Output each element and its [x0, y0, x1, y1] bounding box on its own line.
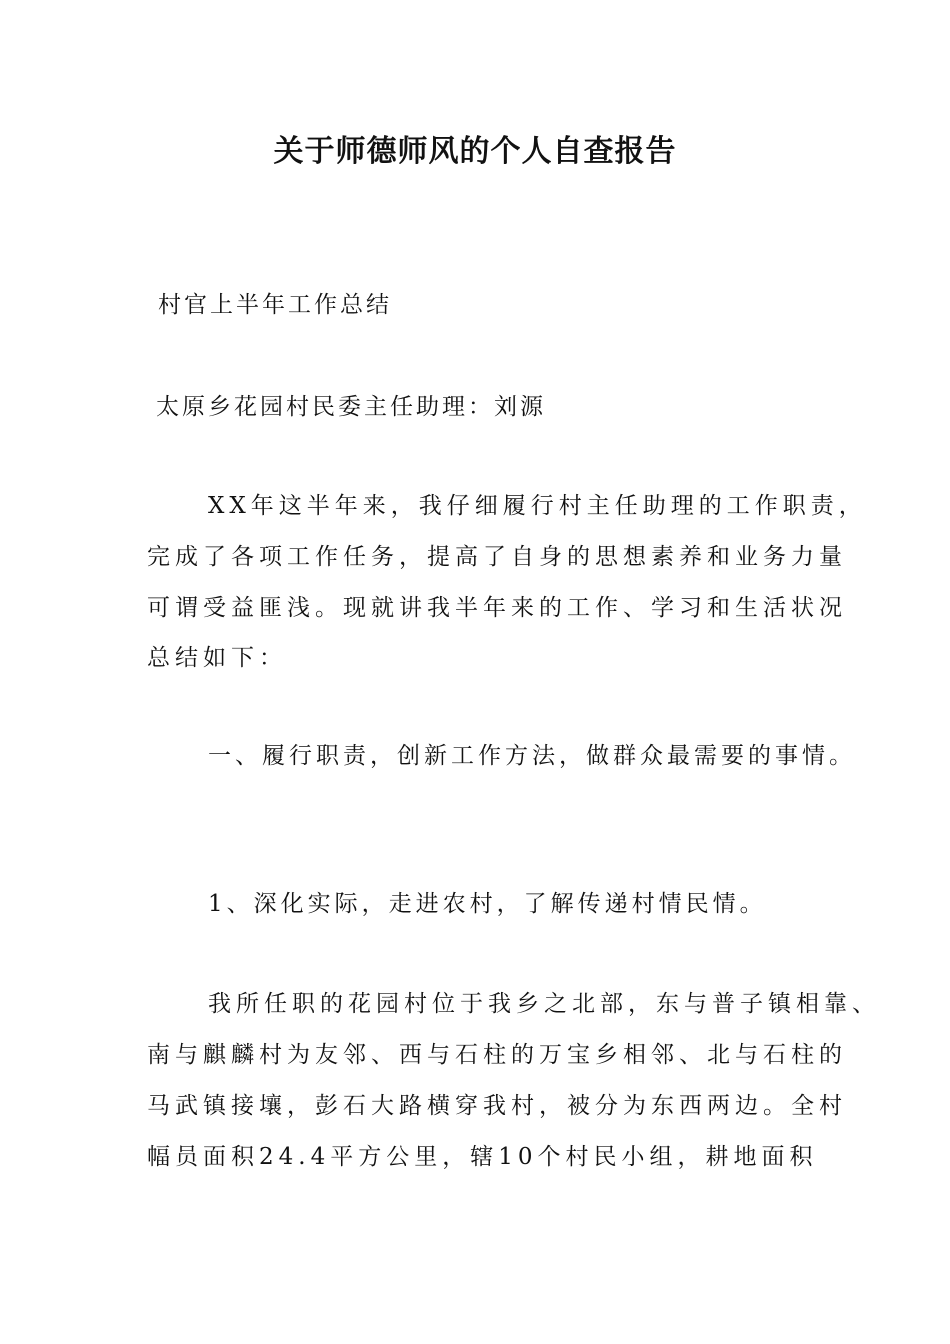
intro-line: 总结如下：	[147, 645, 287, 671]
body-line: 南与麒麟村为友邻、西与石柱的万宝乡相邻、北与石柱的	[147, 1042, 847, 1068]
subsection-heading: 1、深化实际，走进农村，了解传递村情民情。	[208, 891, 767, 917]
intro-line: 可谓受益匪浅。现就讲我半年来的工作、学习和生活状况	[147, 595, 847, 621]
intro-line: XX年这半年来，我仔细履行村主任助理的工作职责，	[208, 493, 867, 519]
author-line: 太原乡花园村民委主任助理：刘源	[156, 394, 546, 420]
intro-line: 完成了各项工作任务，提高了自身的思想素养和业务力量	[147, 544, 847, 570]
body-line: 马武镇接壤，彭石大路横穿我村，被分为东西两边。全村	[147, 1093, 847, 1119]
document-subtitle: 村官上半年工作总结	[158, 292, 392, 318]
document-title: 关于师德师风的个人自查报告	[273, 134, 677, 169]
section-heading: 一、履行职责，创新工作方法，做群众最需要的事情。	[208, 743, 856, 769]
body-line: 幅员面积24.4平方公里，辖10个村民小组，耕地面积	[147, 1144, 818, 1170]
body-line: 我所任职的花园村位于我乡之北部，东与普子镇相靠、	[208, 991, 880, 1017]
